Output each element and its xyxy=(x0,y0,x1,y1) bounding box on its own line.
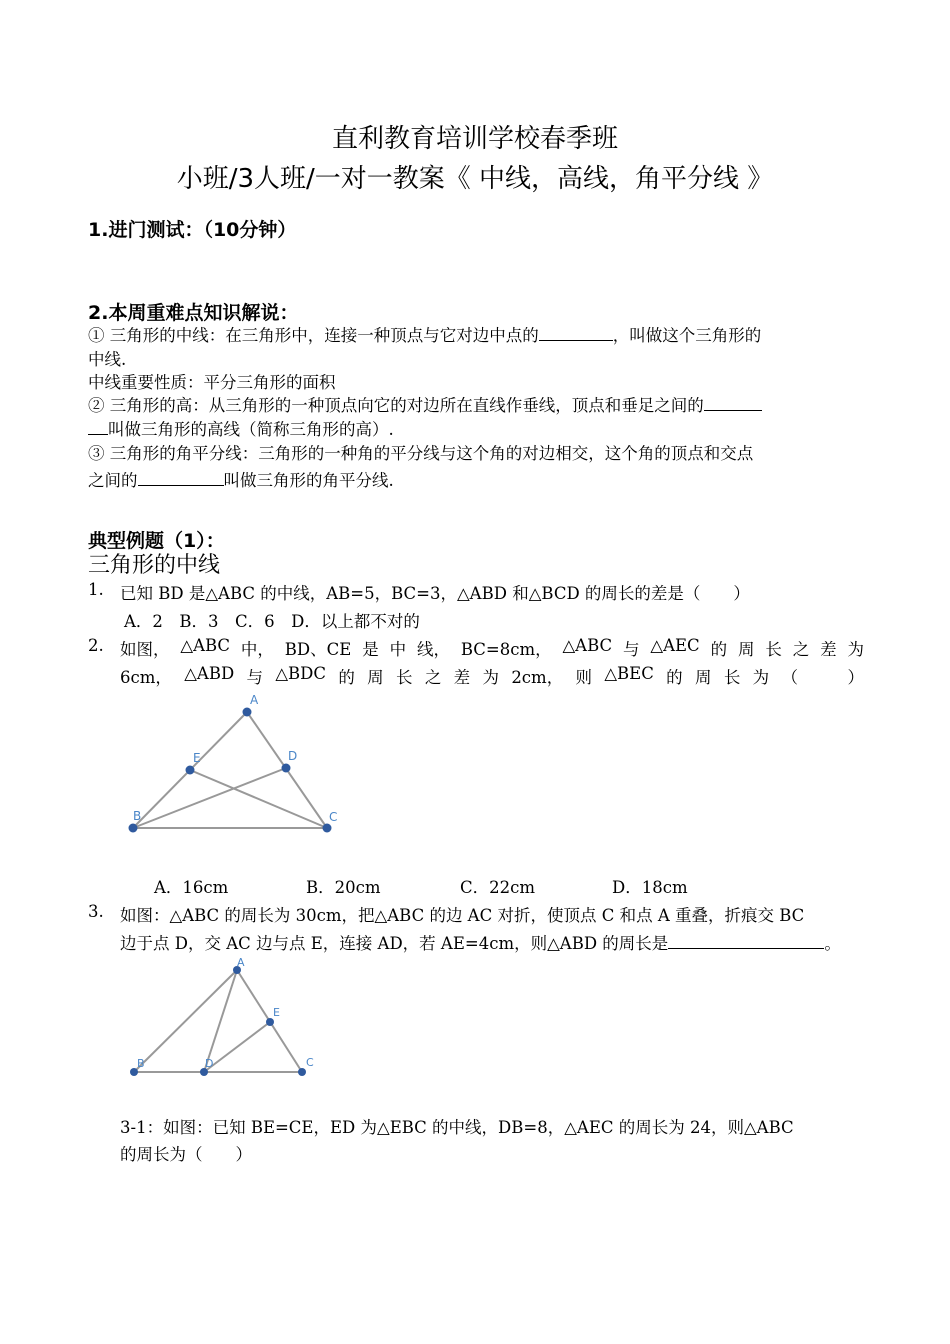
answer-blank xyxy=(88,420,108,435)
point-e xyxy=(186,766,195,775)
knowledge-altitude-line xyxy=(88,392,762,416)
median-property: 中线重要性质：平分三角形的面积 xyxy=(88,373,336,392)
document-title: 直利教育培训学校春季班 xyxy=(331,124,618,154)
knowledge-median-text-end: ，叫做这个三角形的 xyxy=(612,326,762,345)
answer-blank xyxy=(704,396,762,411)
point-d xyxy=(282,764,291,773)
knowledge-median-text: ① 三角形的中线：在三角形中，连接一种顶点与它对边中点的 xyxy=(88,326,539,345)
label-d: D xyxy=(205,1057,214,1070)
section-2-heading: 2.本周重难点知识解说： xyxy=(88,302,299,324)
question-3-end-mark: 。 xyxy=(824,934,841,953)
question-3-1-line-1: 3-1：如图：已知 BE=CE，ED 为△EBC 的中线，DB=8，△AEC 的周长为 24，则△ABC xyxy=(120,1118,794,1137)
question-2-number: 2. xyxy=(88,636,104,655)
segment-bd xyxy=(133,768,286,828)
point-a xyxy=(243,708,252,717)
knowledge-median-line-2: 中线. xyxy=(88,350,127,369)
question-2-figure xyxy=(120,688,360,848)
point-c xyxy=(298,1068,306,1076)
label-b: B xyxy=(137,1057,145,1070)
document-subtitle: 小班/3人班/一对一教案《 中线，高线，角平分线 》 xyxy=(176,164,774,194)
question-1-options: A．2 B．3 C．6 D．以上都不对的 xyxy=(124,612,420,631)
answer-blank xyxy=(539,326,613,341)
label-c: C xyxy=(306,1056,314,1069)
label-b: B xyxy=(133,809,142,823)
segment-de xyxy=(204,1022,270,1072)
question-2-option-d: D．18cm xyxy=(612,878,688,897)
knowledge-bisector-line: ③ 三角形的角平分线：三角形的一种角的平分线与这个角的对边相交，这个角的顶点和交点 xyxy=(88,444,754,463)
knowledge-bisector-line-2 xyxy=(88,467,394,491)
knowledge-altitude-text-end: 叫做三角形的高线（简称三角形的高）. xyxy=(108,420,394,439)
label-c: C xyxy=(329,810,338,824)
question-3-line-1: 如图：△ABC 的周长为 30cm，把△ABC 的边 AC 对折，使顶点 C 和点 A 重叠，折痕交 BC xyxy=(120,906,805,925)
point-e xyxy=(266,1018,274,1026)
question-2-line-2: 6cm， △ABD 与 △BDC 的 周 长 之 差 为 2cm， 则 △BEC 的 周 长 为 （ ） xyxy=(120,664,864,687)
examples-heading: 典型例题（1）： xyxy=(88,530,225,552)
knowledge-bisector-text: 之间的 xyxy=(88,471,138,490)
label-e: E xyxy=(273,1006,280,1019)
question-2-option-a: A．16cm xyxy=(154,878,229,897)
knowledge-altitude-text: ② 三角形的高：从三角形的一种顶点向它的对边所在直线作垂线，顶点和垂足之间的 xyxy=(88,396,704,415)
label-a: A xyxy=(250,693,259,707)
point-b xyxy=(129,824,138,833)
question-3-line-2-text: 边于点 D，交 AC 边与点 E，连接 AD，若 AE=4cm，则△ABD 的周长是 xyxy=(120,934,669,953)
question-3-number: 3. xyxy=(88,902,104,921)
question-2-option-b: B．20cm xyxy=(306,878,381,897)
question-2-line-1: 如图， △ABC 中， BD、CE 是 中 线， BC=8cm， △ABC 与 △AEC 的 周 长 之 差 为 xyxy=(120,636,864,659)
point-c xyxy=(323,824,332,833)
knowledge-median-line xyxy=(88,322,761,346)
answer-blank xyxy=(668,934,824,949)
question-3-line-2 xyxy=(120,930,841,954)
knowledge-altitude-line-2 xyxy=(88,416,394,440)
label-d: D xyxy=(288,749,298,763)
knowledge-bisector-text-end: 叫做三角形的角平分线. xyxy=(223,471,394,490)
question-3-figure xyxy=(124,954,324,1080)
question-1-number: 1. xyxy=(88,580,104,599)
examples-subheading: 三角形的中线 xyxy=(88,553,221,578)
section-1-heading: 1.进门测试：（10分钟） xyxy=(88,219,297,241)
question-3-1-line-2: 的周长为（ ） xyxy=(120,1145,252,1164)
question-1-text: 已知 BD 是△ABC 的中线，AB=5，BC=3，△ABD 和△BCD 的周长的差是（ ） xyxy=(120,584,750,603)
answer-blank xyxy=(138,471,224,486)
label-a: A xyxy=(237,956,245,969)
question-2-option-c: C．22cm xyxy=(460,878,536,897)
label-e: E xyxy=(193,751,201,765)
